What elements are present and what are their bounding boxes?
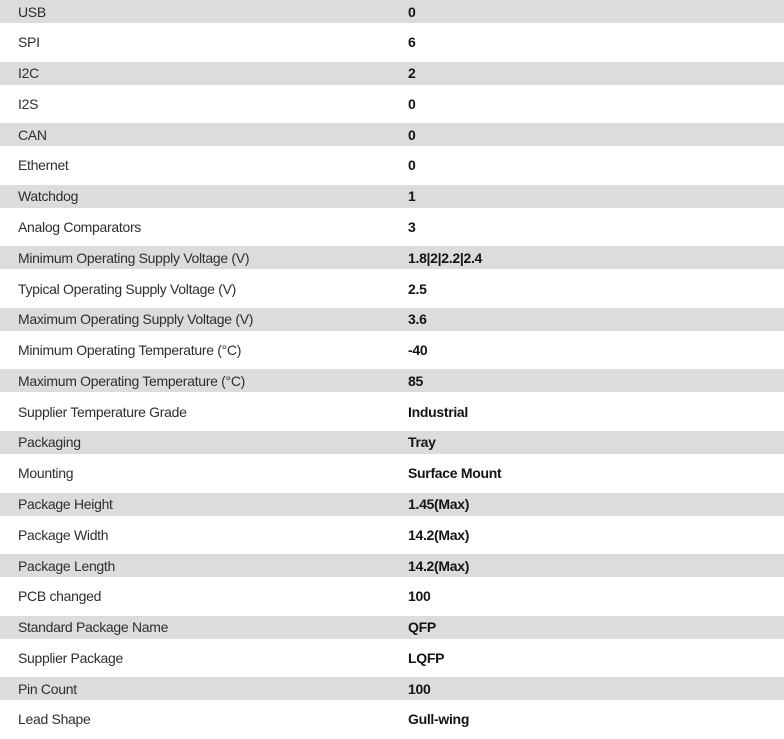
spec-label: Lead Shape xyxy=(18,711,91,728)
spec-label: Packaging xyxy=(18,434,81,451)
table-row xyxy=(0,339,784,362)
spec-label: SPI xyxy=(18,34,40,51)
spec-value: 1.45(Max) xyxy=(408,496,470,512)
table-row xyxy=(0,0,784,23)
spec-value: 14.2(Max) xyxy=(408,526,470,543)
spec-value: QFP xyxy=(408,619,436,636)
spec-label: Supplier Package xyxy=(18,649,123,666)
table-row xyxy=(0,62,784,85)
spec-value: 0 xyxy=(408,157,416,174)
table-row xyxy=(0,677,784,700)
table-row xyxy=(0,185,784,208)
spec-label: PCB changed xyxy=(18,588,102,605)
spec-value: LQFP xyxy=(408,649,445,666)
table-row xyxy=(0,493,784,516)
spec-value: 0 xyxy=(408,3,416,20)
spec-value: 1 xyxy=(408,188,416,205)
spec-value: 2 xyxy=(408,65,416,82)
spec-value: 6 xyxy=(408,34,416,51)
spec-value: 0 xyxy=(408,126,416,143)
table-row xyxy=(0,308,784,331)
spec-label: Maximum Operating Temperature (°C) xyxy=(18,372,245,389)
spec-label: Supplier Temperature Grade xyxy=(18,403,187,420)
table-row xyxy=(0,708,784,731)
table-row xyxy=(0,154,784,177)
spec-value: Gull-wing xyxy=(408,711,470,728)
table-row xyxy=(0,462,784,485)
spec-label: I2S xyxy=(18,95,39,112)
spec-value: Tray xyxy=(408,434,436,451)
spec-value: Industrial xyxy=(408,403,469,420)
spec-label: USB xyxy=(18,3,46,20)
spec-value: 0 xyxy=(408,95,416,112)
spec-label: Maximum Operating Supply Voltage (V) xyxy=(18,311,254,328)
table-row xyxy=(0,523,784,546)
spec-value: 100 xyxy=(408,680,431,697)
table-row xyxy=(0,585,784,608)
spec-label: I2C xyxy=(18,65,39,82)
spec-label: Minimum Operating Temperature (°C) xyxy=(18,342,242,359)
spec-label: Package Height xyxy=(18,496,113,512)
spec-label: Minimum Operating Supply Voltage (V) xyxy=(18,249,250,266)
table-row xyxy=(0,92,784,115)
spec-label: Mounting xyxy=(18,465,74,482)
spec-value: 3.6 xyxy=(408,311,427,328)
spec-label: Package Width xyxy=(18,526,109,543)
spec-value: Surface Mount xyxy=(408,465,502,482)
table-row xyxy=(0,123,784,146)
spec-value: 1.8|2|2.2|2.4 xyxy=(408,249,483,266)
table-row xyxy=(0,277,784,300)
spec-value: 100 xyxy=(408,588,431,605)
spec-label: Standard Package Name xyxy=(18,619,169,636)
table-row xyxy=(0,215,784,238)
spec-value: 2.5 xyxy=(408,280,427,297)
spec-label: Ethernet xyxy=(18,157,69,174)
table-row xyxy=(0,31,784,54)
table-row xyxy=(0,616,784,639)
spec-value: 14.2(Max) xyxy=(408,557,470,574)
spec-value: 3 xyxy=(408,218,416,235)
spec-value: 85 xyxy=(408,372,423,389)
table-row xyxy=(0,554,784,577)
spec-label: Typical Operating Supply Voltage (V) xyxy=(18,280,236,297)
spec-label: Pin Count xyxy=(18,680,77,697)
spec-value: -40 xyxy=(408,342,428,359)
table-row xyxy=(0,431,784,454)
table-row xyxy=(0,400,784,423)
spec-label: CAN xyxy=(18,126,47,143)
table-row xyxy=(0,369,784,392)
table-row xyxy=(0,246,784,269)
spec-label: Package Length xyxy=(18,557,115,574)
spec-label: Watchdog xyxy=(18,188,79,205)
table-row xyxy=(0,646,784,669)
spec-label: Analog Comparators xyxy=(18,218,141,235)
